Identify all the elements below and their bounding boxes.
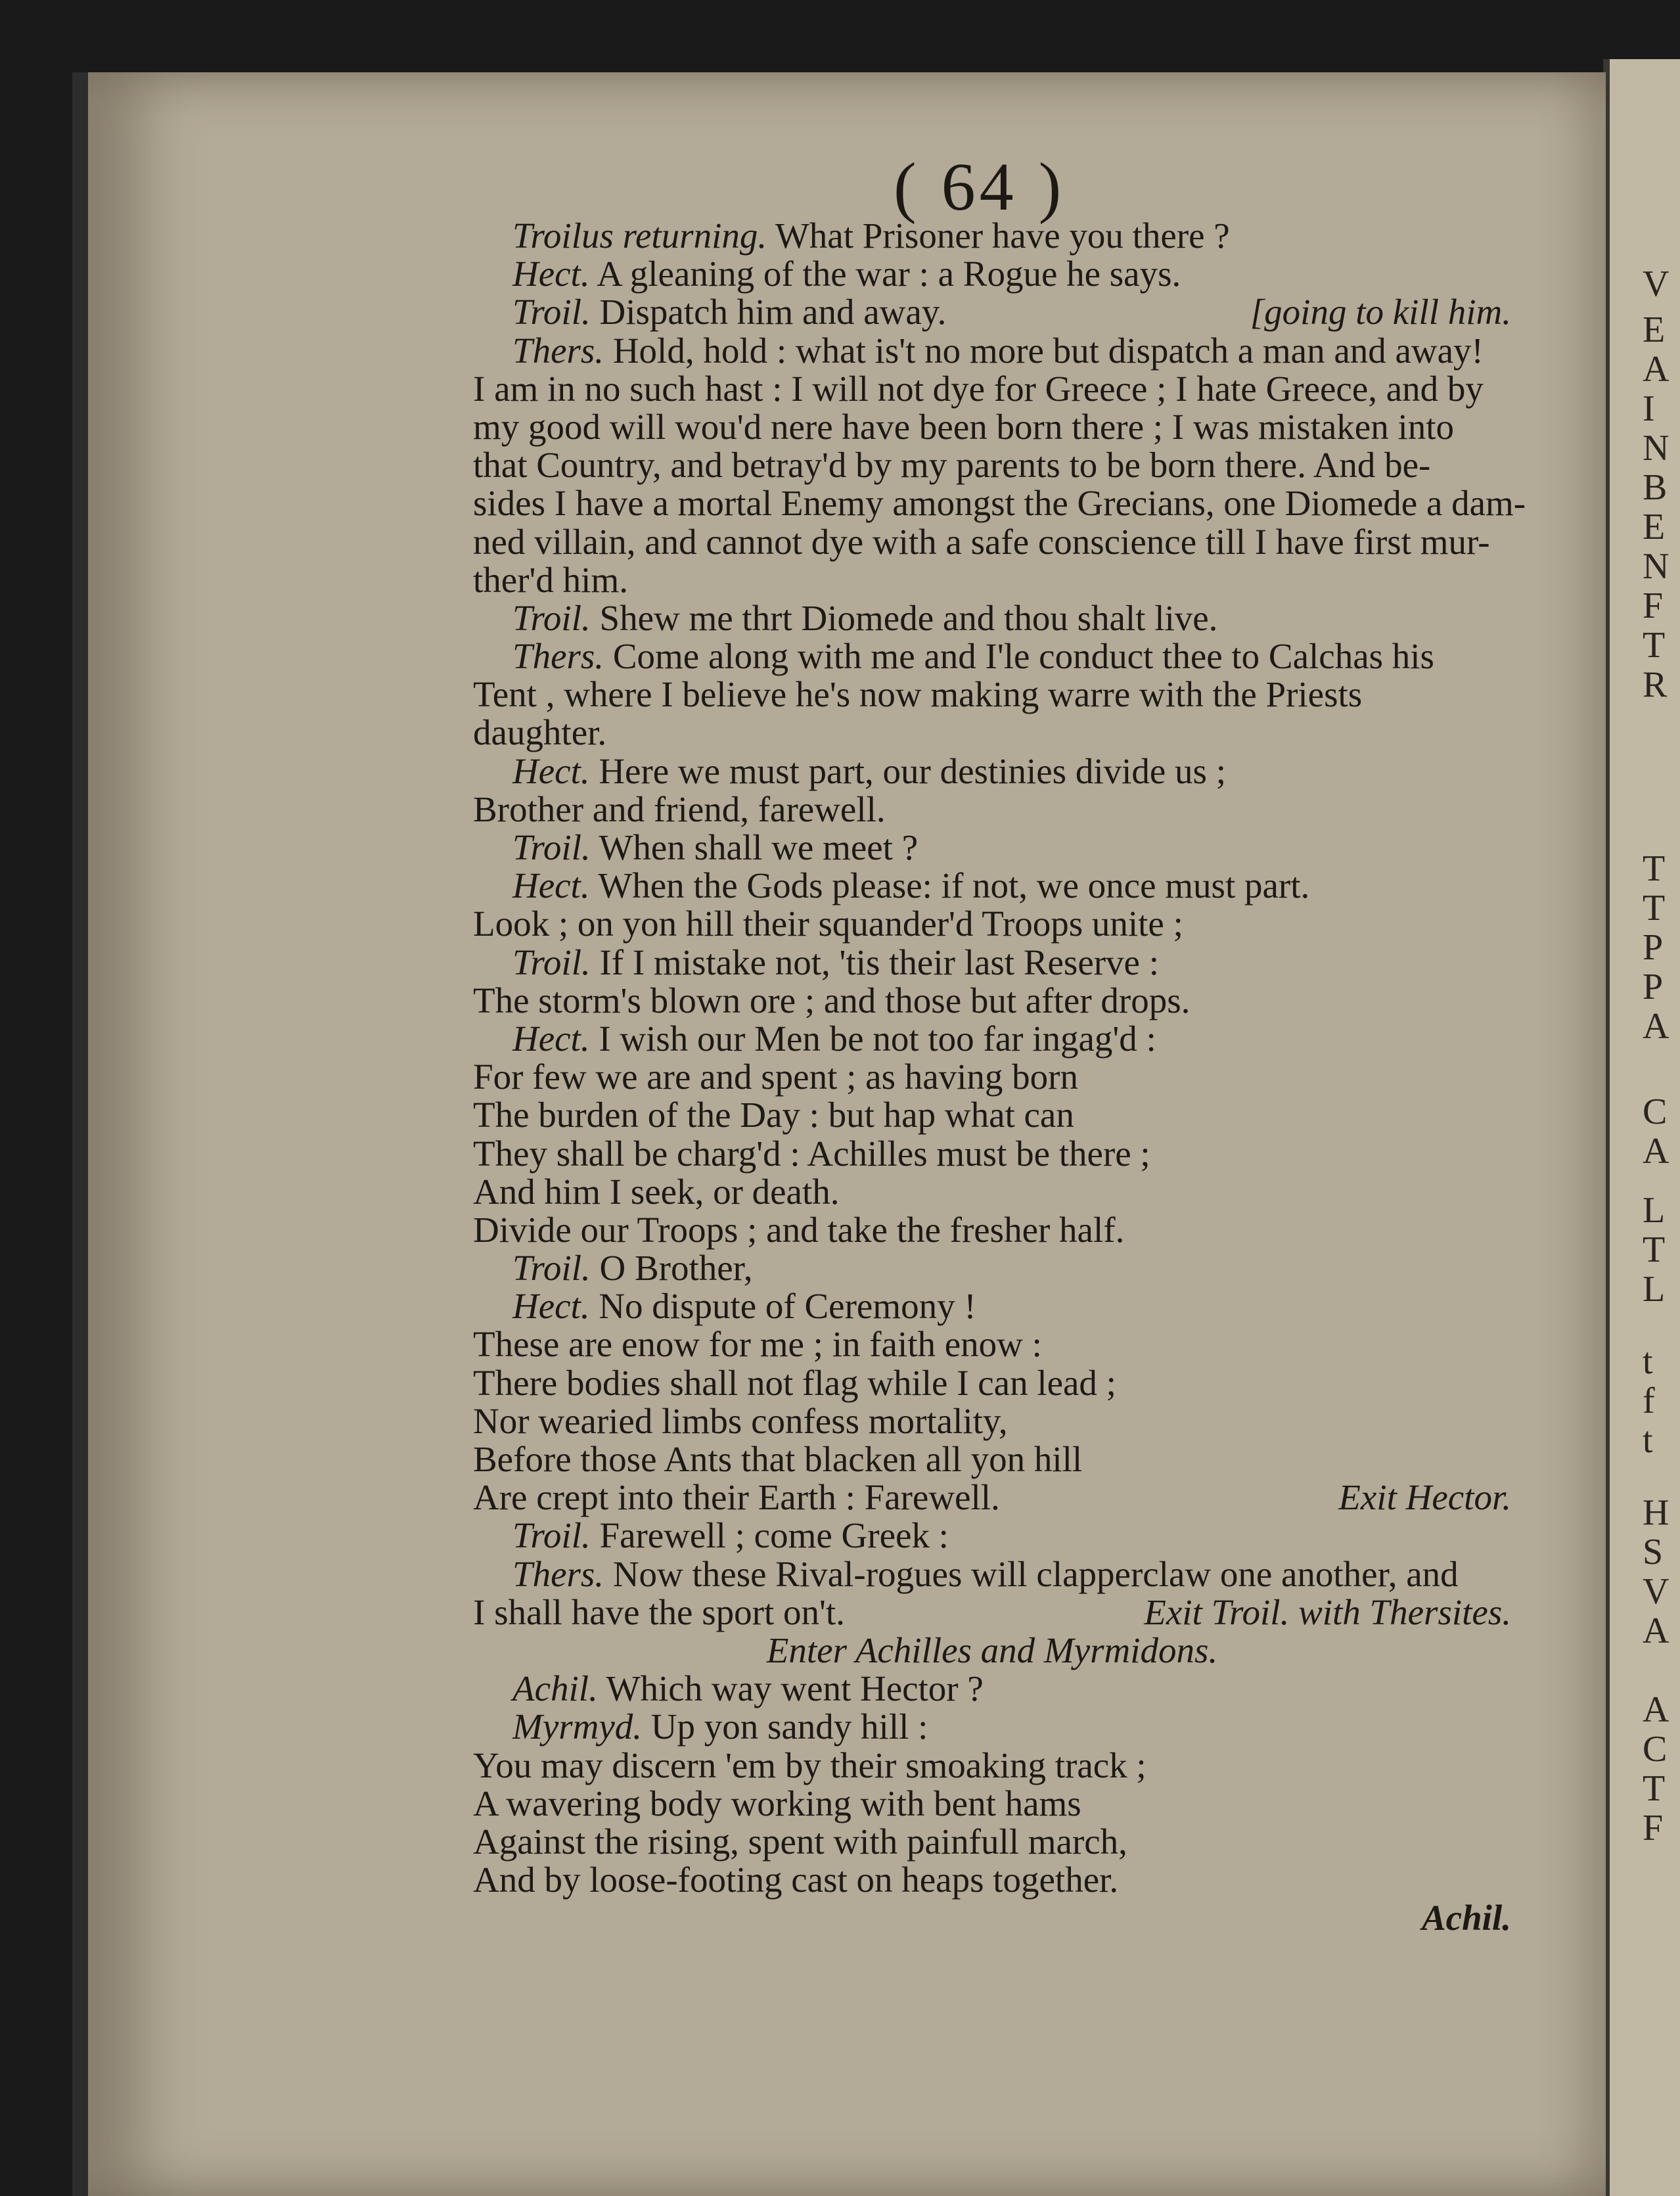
facing-page-letter: A xyxy=(1643,1131,1669,1172)
speaker-name: Hect. xyxy=(512,254,590,294)
line-text: And by loose-footing cast on heaps together. xyxy=(473,1860,1119,1900)
stage-direction: Exit Troil. with Thersites. xyxy=(1144,1591,1511,1632)
text-line xyxy=(473,714,1511,752)
speaker-name: Troil. xyxy=(512,597,591,638)
facing-page-letter: F xyxy=(1643,585,1664,626)
line-text: When shall we meet ? xyxy=(590,827,919,867)
text-line xyxy=(473,944,1511,982)
facing-page-letter: B xyxy=(1643,467,1668,508)
facing-page-letter: P xyxy=(1643,927,1664,968)
speaker-name: Thers. xyxy=(512,636,604,677)
text-line xyxy=(473,1670,1511,1708)
facing-page-letter: L xyxy=(1643,1269,1666,1310)
text-line xyxy=(473,1173,1511,1211)
speaker-name: Hect. xyxy=(512,1286,590,1327)
text-line xyxy=(473,1020,1511,1058)
line-text: Farewell ; come Greek : xyxy=(590,1515,949,1556)
line-text: The storm's blown ore ; and those but after drops. xyxy=(473,980,1191,1020)
line-text: A gleaning of the war : a Rogue he says. xyxy=(589,254,1181,294)
text-line xyxy=(473,1555,1511,1593)
facing-page-letter: A xyxy=(1643,1006,1669,1047)
text-line xyxy=(473,446,1511,484)
speaker-name: Troil. xyxy=(512,827,591,867)
line-text: that Country, and betray'd by my parents to be born there. And be- xyxy=(473,445,1431,486)
page-number: ( 64 ) xyxy=(894,149,1066,225)
text-line xyxy=(473,752,1511,790)
text-line xyxy=(473,1823,1511,1861)
line-text: Are crept into their Earth : Farewell. xyxy=(473,1477,1000,1518)
stage-direction: [going to kill him. xyxy=(1250,292,1511,332)
text-line xyxy=(473,1440,1511,1478)
text-line xyxy=(473,1708,1511,1746)
line-text: I wish our Men be not too far ingag'd : xyxy=(589,1018,1156,1059)
line-text: They shall be charg'd : Achilles must be there ; xyxy=(473,1133,1150,1174)
facing-page-letter: P xyxy=(1643,967,1664,1007)
facing-page-letter: T xyxy=(1643,848,1666,889)
text-line xyxy=(473,1402,1511,1440)
line-text: Before those Ants that blacken all yon hill xyxy=(473,1439,1083,1479)
facing-page-letter: T xyxy=(1643,1229,1666,1270)
line-text: my good will wou'd nere have been born there ; I was mistaken into xyxy=(473,406,1455,447)
line-text: Dispatch him and away. xyxy=(590,292,947,332)
text-line xyxy=(473,1325,1511,1363)
line-text: O Brother, xyxy=(590,1248,753,1289)
text-line xyxy=(473,1785,1511,1823)
line-text: Which way went Hector ? xyxy=(597,1668,984,1709)
text-line xyxy=(473,1632,1511,1670)
facing-page-letter: S xyxy=(1643,1532,1664,1572)
facing-page-letter: N xyxy=(1643,546,1669,587)
line-text: No dispute of Ceremony ! xyxy=(589,1286,976,1327)
speaker-name: Achil. xyxy=(512,1668,598,1709)
facing-page-letter: C xyxy=(1643,1729,1668,1770)
facing-page-letter: A xyxy=(1643,349,1669,390)
speaker-name: Hect. xyxy=(512,1018,590,1059)
line-text: Look ; on yon hill their squander'd Troops unite ; xyxy=(473,904,1183,944)
line-text: You may discern 'em by their smoaking track ; xyxy=(473,1745,1146,1785)
facing-page-letter: V xyxy=(1643,263,1669,304)
line-text: I am in no such hast : I will not dye for Greece ; I hate Greece, and by xyxy=(473,368,1484,409)
text-line xyxy=(473,255,1511,293)
line-text: Shew me thrt Diomede and thou shalt live. xyxy=(590,597,1218,638)
facing-page-letter: t xyxy=(1643,1420,1653,1461)
facing-page-letter: t xyxy=(1643,1341,1653,1382)
line-text: Up yon sandy hill : xyxy=(642,1706,928,1747)
speaker-name: Troil. xyxy=(512,1515,591,1556)
text-line xyxy=(473,1364,1511,1402)
facing-page-letter: A xyxy=(1643,1689,1669,1730)
line-text: sides I have a mortal Enemy amongst the Grecians, one Diomede a dam- xyxy=(473,483,1526,524)
text-line xyxy=(473,483,1526,524)
speaker-name: Troil. xyxy=(512,942,591,982)
line-text: Against the rising, spent with painfull march, xyxy=(473,1821,1127,1862)
text-line xyxy=(473,217,1511,255)
text-line xyxy=(473,1747,1511,1785)
text-line xyxy=(473,675,1511,714)
speaker-name: Hect. xyxy=(512,865,590,906)
facing-page-letter: T xyxy=(1643,1768,1666,1809)
speaker-name: Troil. xyxy=(512,1248,591,1289)
catchword: Achil. xyxy=(1422,1898,1511,1938)
line-text: Brother and friend, farewell. xyxy=(473,789,886,829)
text-line xyxy=(473,905,1511,943)
text-line xyxy=(473,293,1511,331)
facing-page-letter: H xyxy=(1643,1492,1669,1533)
stage-direction: Exit Hector. xyxy=(1338,1477,1511,1518)
speaker-name: Troil. xyxy=(512,292,591,332)
speaker-name: Troilus returning. xyxy=(512,216,767,256)
line-text: daughter. xyxy=(473,712,607,753)
facing-page-letter: f xyxy=(1643,1381,1655,1421)
line-text: If I mistake not, 'tis their last Reserve : xyxy=(590,942,1159,982)
facing-page-letter: E xyxy=(1643,507,1666,547)
text-line xyxy=(473,829,1511,867)
line-text: A wavering body working with bent hams xyxy=(473,1783,1081,1823)
text-line xyxy=(473,408,1511,446)
line-text: There bodies shall not flag while I can lead ; xyxy=(473,1362,1116,1403)
speaker-name: Thers. xyxy=(512,330,604,371)
line-text: Divide our Troops ; and take the fresher half. xyxy=(473,1209,1125,1250)
text-line xyxy=(473,370,1511,408)
line-text: When the Gods please: if not, we once must part. xyxy=(589,865,1310,906)
text-line xyxy=(473,1287,1511,1325)
line-text: And him I seek, or death. xyxy=(473,1171,840,1212)
facing-page-letter: V xyxy=(1643,1571,1669,1612)
text-line xyxy=(473,1211,1511,1249)
line-text: ther'd him. xyxy=(473,559,628,600)
facing-page-letter: T xyxy=(1643,625,1666,666)
facing-page-letter: R xyxy=(1643,664,1668,705)
line-text: Come along with me and I'le conduct thee to Calchas his xyxy=(604,636,1434,677)
facing-page-letter: A xyxy=(1643,1611,1669,1651)
line-text: What Prisoner have you there ? xyxy=(767,216,1230,256)
page-text xyxy=(473,216,1526,1938)
text-line xyxy=(473,1058,1511,1096)
line-text: These are enow for me ; in faith enow : xyxy=(473,1324,1042,1365)
text-line xyxy=(473,982,1511,1020)
text-line xyxy=(473,1096,1511,1134)
line-text: The burden of the Day : but hap what can xyxy=(473,1095,1074,1135)
text-line xyxy=(473,1517,1511,1555)
facing-page-letter: E xyxy=(1643,309,1666,350)
line-text: Now these Rival-rogues will clapperclaw one another, and xyxy=(604,1553,1459,1594)
text-line xyxy=(473,1593,1511,1632)
text-line xyxy=(473,332,1511,370)
facing-page-letter: F xyxy=(1643,1808,1664,1848)
facing-page-letter: N xyxy=(1643,428,1669,469)
text-line xyxy=(473,523,1511,561)
facing-page-letter: T xyxy=(1643,888,1666,928)
facing-page-letter: L xyxy=(1643,1190,1666,1231)
line-text: Hold, hold : what is't no more but dispatch a man and away! xyxy=(604,330,1484,371)
text-line xyxy=(473,637,1511,675)
line-text: Tent , where I believe he's now making warre with the Priests xyxy=(473,674,1363,715)
text-line xyxy=(473,790,1511,829)
line-text: ned villain, and cannot dye with a safe conscience till I have first mur- xyxy=(473,521,1490,562)
text-line xyxy=(473,1249,1511,1287)
facing-page-letter: I xyxy=(1643,388,1655,429)
text-line xyxy=(473,1861,1511,1899)
stage-direction: Enter Achilles and Myrmidons. xyxy=(766,1630,1218,1670)
text-line xyxy=(473,599,1511,637)
line-text: I shall have the sport on't. xyxy=(473,1591,845,1632)
text-line xyxy=(473,1478,1511,1517)
line-text: Nor wearied limbs confess mortality, xyxy=(473,1400,1008,1441)
speaker-name: Thers. xyxy=(512,1553,604,1594)
text-line xyxy=(473,1135,1511,1173)
line-text: Here we must part, our destinies divide us ; xyxy=(589,750,1226,791)
facing-page-letter: C xyxy=(1643,1091,1668,1132)
line-text: For few we are and spent ; as having born xyxy=(473,1057,1078,1097)
text-line xyxy=(473,867,1511,905)
speaker-name: Myrmyd. xyxy=(512,1706,643,1747)
text-line xyxy=(473,561,1511,599)
speaker-name: Hect. xyxy=(512,750,590,791)
